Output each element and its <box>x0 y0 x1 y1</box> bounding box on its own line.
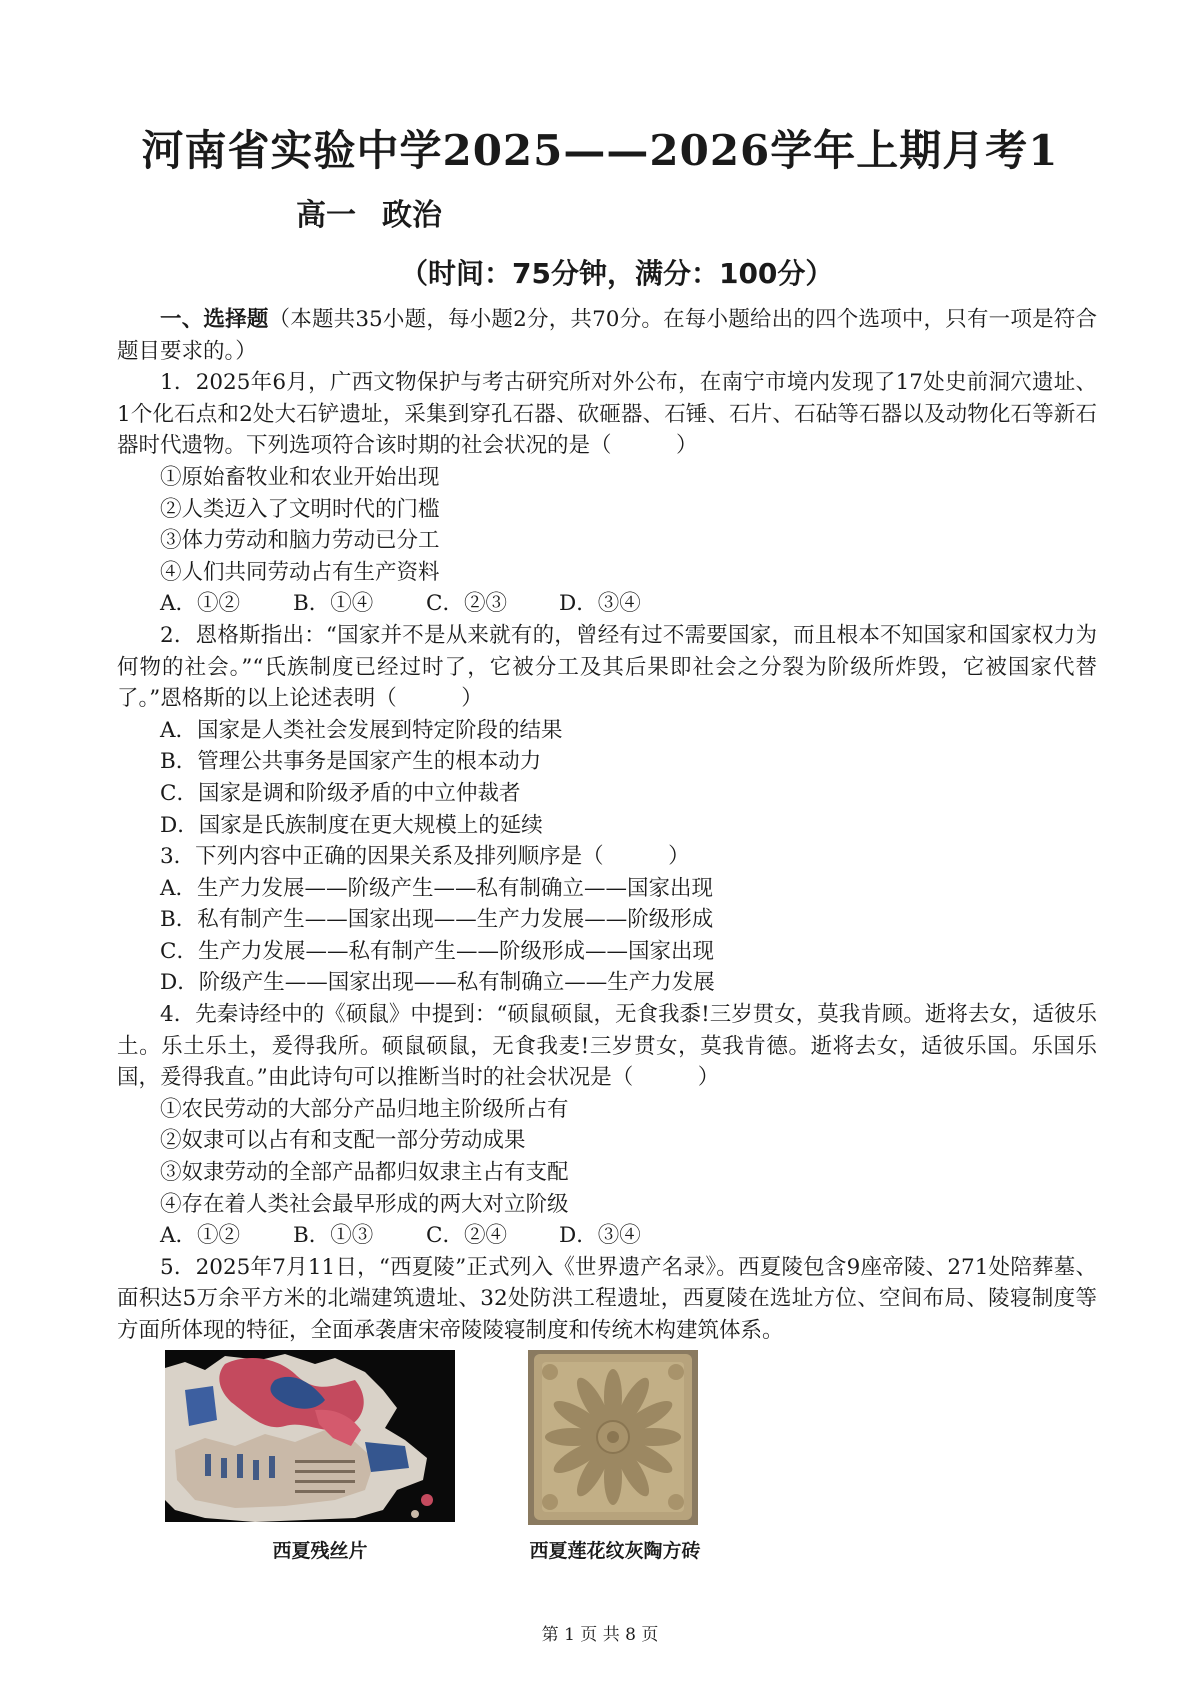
silk-fragment-image <box>165 1350 455 1522</box>
q2-option-c: C．国家是调和阶级矛盾的中立仲裁者 <box>160 780 521 806</box>
lotus-brick-image <box>528 1350 698 1525</box>
q4-choice-b: B．①③ <box>293 1223 374 1249</box>
q4-choice-d: D．③④ <box>559 1223 641 1249</box>
lotus-brick-caption: 西夏莲花纹灰陶方砖 <box>529 1540 701 1562</box>
silk-fragment-caption: 西夏残丝片 <box>272 1540 368 1562</box>
page-number: 第 1 页 共 8 页 <box>541 1625 659 1645</box>
grade-label: 高一 <box>296 198 356 233</box>
q2-option-b: B．管理公共事务是国家产生的根本动力 <box>160 749 542 775</box>
q4-item: ③奴隶劳动的全部产品都归奴隶主占有支配 <box>160 1160 569 1186</box>
q1-choice-d: D．③④ <box>559 591 641 617</box>
q2-option-d: D．国家是氏族制度在更大规模上的延续 <box>160 812 543 838</box>
q1-item: ①原始畜牧业和农业开始出现 <box>160 464 440 490</box>
question-2-stem: 2．恩格斯指出：“国家并不是从来就有的，曾经有过不需要国家，而且根本不知国家和国家权力为何物的社会。”“氏族制度已经过时了，它被分工及其后果即社会之分裂为阶级所炸毁，它被国家代替了。”恩格斯的以上论述表明（ ） <box>117 622 1097 712</box>
question-4-stem: 4．先秦诗经中的《硕鼠》中提到：“硕鼠硕鼠，无食我黍!三岁贯女，莫我肯顾。逝将去女，适彼乐土。乐土乐土，爰得我所。硕鼠硕鼠，无食我麦!三岁贯女，莫我肯德。逝将去女，适彼乐国。乐国乐国，爰得我直。”由此诗句可以推断当时的社会状况是（ ） <box>117 1002 1097 1091</box>
q4-item: ④存在着人类社会最早形成的两大对立阶级 <box>160 1191 569 1217</box>
q4-item: ②奴隶可以占有和支配一部分劳动成果 <box>160 1128 526 1154</box>
question-5-stem: 5．2025年7月11日，“西夏陵”正式列入《世界遗产名录》。西夏陵包含9座帝陵、271处陪葬墓、面积达5万余平方米的北端建筑遗址、32处防洪工程遗址，西夏陵在选址方位、空间布局、陵寝制度等方面所体现的特征，全面承袭唐宋帝陵陵寝制度和传统木构建筑体系。 <box>117 1254 1097 1343</box>
question-1-stem: 1．2025年6月，广西文物保护与考古研究所对外公布，在南宁市境内发现了17处史前洞穴遗址、1个化石点和2处大石铲遗址，采集到穿孔石器、砍砸器、石锤、石片、石砧等石器以及动物化石等新石器时代遗物。下列选项符合该时期的社会状况的是（ ） <box>117 370 1097 459</box>
exam-title: 河南省实验中学2025——2026学年上期月考1 <box>141 126 1059 175</box>
q4-choices <box>117 1220 1097 1252</box>
section-heading <box>117 304 1097 367</box>
subject-label: 政治 <box>382 198 442 233</box>
q3-option-d: D．阶级产生——国家出现——私有制确立——生产力发展 <box>160 970 715 996</box>
time-score-info: （时间：75分钟，满分：100分） <box>400 257 834 290</box>
section-label: 一、选择题 <box>160 307 269 332</box>
q3-option-a: A．生产力发展——阶级产生——私有制确立——国家出现 <box>160 875 714 901</box>
q1-item: ②人类迈入了文明时代的门槛 <box>160 496 440 522</box>
q3-option-b: B．私有制产生——国家出现——生产力发展——阶级形成 <box>160 907 714 933</box>
q1-choice-b: B．①④ <box>293 591 374 617</box>
exam-body <box>117 304 1097 1347</box>
q3-option-c: C．生产力发展——私有制产生——阶级形成——国家出现 <box>160 938 714 964</box>
q1-item: ④人们共同劳动占有生产资料 <box>160 559 440 585</box>
q1-choices <box>117 588 1097 620</box>
q5-figures <box>160 1350 720 1562</box>
q4-choice-a: A．①② <box>160 1223 241 1249</box>
q4-item: ①农民劳动的大部分产品归地主阶级所占有 <box>160 1096 569 1122</box>
q1-choice-c: C．②③ <box>426 591 507 617</box>
q2-option-a: A．国家是人类社会发展到特定阶段的结果 <box>160 717 563 743</box>
question-3-stem: 3．下列内容中正确的因果关系及排列顺序是（ ） <box>160 844 690 870</box>
q1-choice-a: A．①② <box>160 591 241 617</box>
q1-item: ③体力劳动和脑力劳动已分工 <box>160 528 440 554</box>
q4-choice-c: C．②④ <box>426 1223 507 1249</box>
section-note: （本题共35小题，每小题2分，共70分。在每小题给出的四个选项中，只有一项是符合题目要求的。） <box>117 307 1097 364</box>
grade-subject-line <box>296 190 442 234</box>
